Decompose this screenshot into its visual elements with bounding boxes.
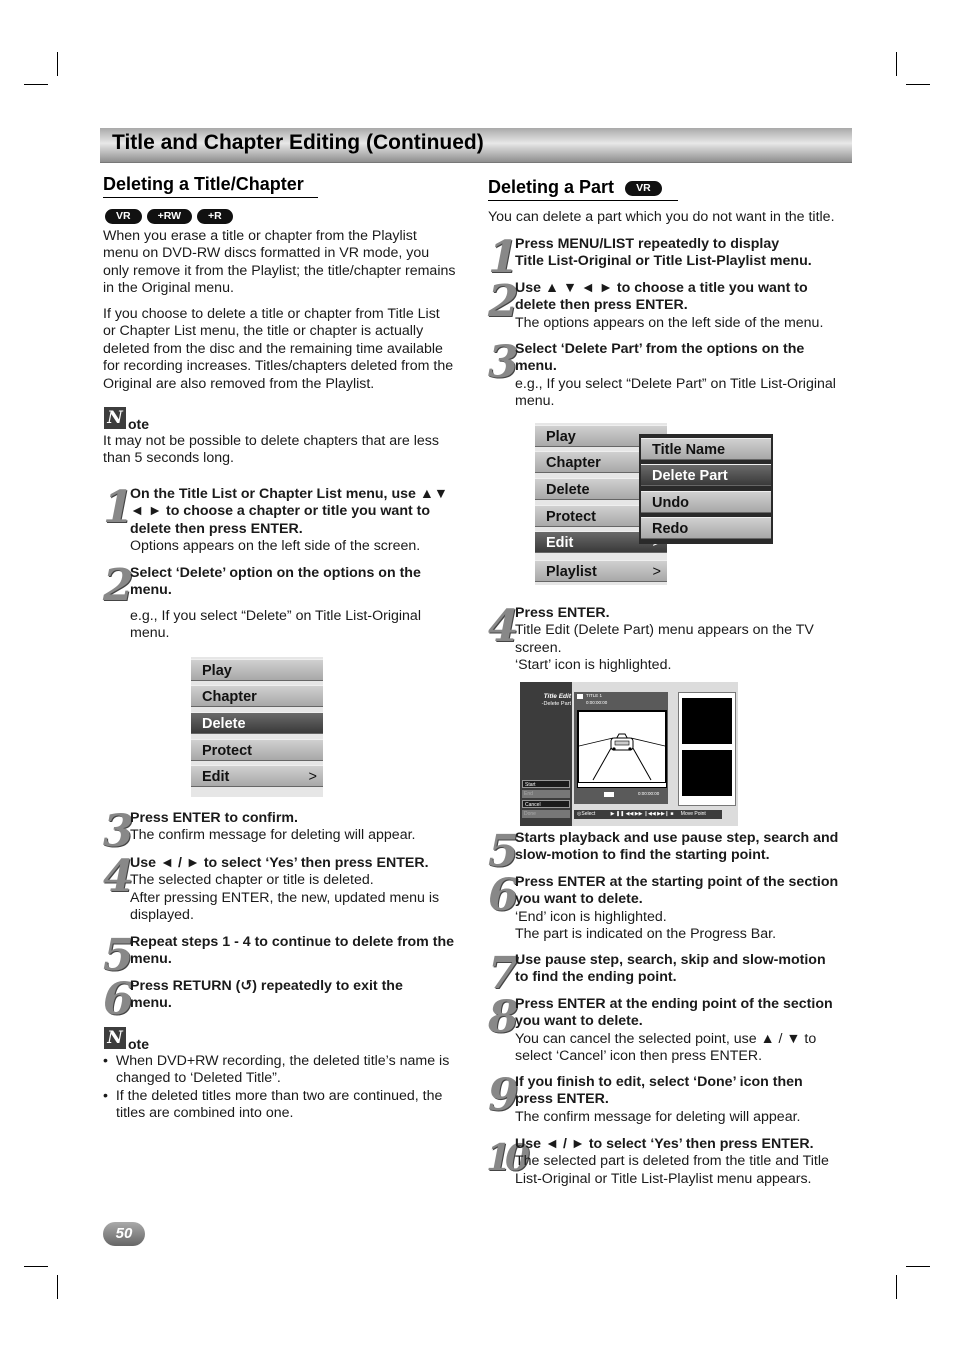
right-step-9: [515, 1074, 803, 1126]
step-text: ‘End’ icon is highlighted.: [515, 908, 667, 925]
menu-item-protect[interactable]: Protect: [535, 505, 667, 527]
step-bold: Starts playback and use pause step, search and: [515, 830, 839, 846]
note-bullet-2: [103, 1088, 442, 1123]
text-line: menu.: [130, 625, 170, 642]
step-bold: On the Title List or Chapter List menu, use ▲▼: [130, 486, 448, 502]
badge-vr: VR: [625, 181, 662, 196]
step-number: 3: [488, 337, 515, 388]
menu-item-playlist[interactable]: [535, 560, 667, 582]
step-bold: Press MENU/LIST repeatedly to display: [515, 236, 780, 252]
thumbnail-end: [682, 750, 732, 796]
screen-preview-frame: [574, 692, 668, 804]
menu-item-delete[interactable]: Delete: [191, 712, 323, 734]
right-step-10: [515, 1136, 829, 1188]
step-bold: delete then press ENTER.: [130, 520, 303, 537]
step-number: 2: [103, 560, 130, 611]
crop-mark: [896, 52, 897, 76]
left-step-3: [130, 810, 415, 845]
page-title: Title and Chapter Editing (Continued): [112, 131, 484, 154]
text-line: than 5 seconds long.: [103, 450, 234, 467]
left-step-4: [130, 855, 439, 925]
text-line: If the deleted titles more than two are continued, the: [115, 1088, 443, 1104]
step-text: Options appears on the left side of the screen.: [130, 538, 421, 555]
step-text: screen.: [515, 639, 562, 656]
bullet-dot: •: [103, 1053, 116, 1069]
submenu-item-title-name[interactable]: Title Name: [641, 438, 771, 460]
step-bold: ◄ ► to choose a chapter or title you want to: [130, 503, 431, 520]
menu-item-label: Playlist: [546, 564, 597, 580]
menu-item-label: Edit: [202, 769, 230, 785]
menu-item-label: Edit: [546, 535, 574, 551]
text-line: When you erase a title or chapter from the Playlist: [103, 228, 417, 244]
options-menu-delete: [191, 657, 323, 797]
left-step-1: [130, 486, 448, 556]
crop-mark: [896, 1275, 897, 1299]
right-step-1: [515, 236, 812, 271]
step-bold: to find the ending point.: [515, 969, 677, 986]
screen-sidebar: [520, 682, 572, 826]
menu-item-play[interactable]: Play: [191, 659, 323, 681]
menu-item-chapter[interactable]: Chapter: [191, 685, 323, 707]
footer-select: Select: [581, 811, 596, 817]
select-icon: ◎: [577, 811, 582, 817]
step-number: 4: [103, 851, 130, 902]
title-icon: [577, 694, 583, 699]
screen-title-label: TITLE 1: [586, 693, 603, 698]
step-number: 5: [103, 930, 130, 981]
note-text: [103, 433, 439, 468]
step-number: 4: [488, 601, 515, 652]
step-number: 6: [103, 974, 130, 1025]
left-step-2: [130, 565, 421, 600]
car-picture: [579, 712, 665, 782]
step-number: 8: [488, 992, 515, 1043]
menu-item-chapter[interactable]: Chapter: [535, 451, 667, 473]
step-text: The confirm message for deleting will appear.: [130, 827, 416, 844]
step-text: The selected part is deleted from the title and Title: [515, 1153, 829, 1170]
step-bold: Press RETURN (↺) repeatedly to exit the: [130, 978, 403, 994]
step-bold: you want to delete.: [515, 1013, 643, 1030]
step-number: 5: [488, 826, 515, 877]
chevron-right-icon: >: [652, 564, 661, 580]
text-line: only remove it from the Playlist; the title/chapter remains: [103, 262, 456, 279]
format-badges: [105, 206, 238, 224]
text-line: deleted from the disc and the remaining time available: [103, 340, 443, 357]
bullet-dot: •: [103, 1088, 116, 1104]
step-bold: slow-motion to find the starting point.: [515, 847, 770, 864]
crop-mark: [57, 52, 58, 76]
note-label: ote: [128, 416, 149, 432]
text-line: in the Original menu.: [103, 280, 234, 297]
step-number: 9: [488, 1070, 515, 1121]
right-step-3: [515, 341, 836, 411]
step-bold: Select ‘Delete Part’ from the options on the: [515, 341, 805, 357]
crop-mark: [24, 84, 48, 85]
left-intro-1: [103, 228, 455, 298]
video-preview: [577, 710, 667, 784]
step-text: The part is indicated on the Progress Bar.: [515, 926, 777, 943]
right-step-4: [515, 605, 814, 675]
step-number: 7: [488, 948, 515, 999]
step-bold: Use ◄ / ► to select ‘Yes’ then press ENTER.: [130, 855, 429, 871]
screen-option-cancel[interactable]: Cancel: [522, 800, 570, 808]
right-step-7: [515, 952, 826, 987]
left-intro-2: [103, 306, 453, 393]
step-number: 1: [488, 232, 515, 283]
note-icon: N: [104, 1027, 126, 1049]
screen-title: Title Edit: [543, 693, 571, 700]
thumbnail-start: [682, 698, 732, 744]
text-line: It may not be possible to delete chapters that are less: [103, 433, 439, 449]
right-step-8: [515, 996, 833, 1066]
step-bold: Press ENTER at the starting point of the section: [515, 874, 839, 890]
text-line: menu on DVD-RW discs formatted in VR mode, you: [103, 245, 430, 262]
badge-plus-r: +R: [197, 209, 233, 224]
step-bold: Use ◄ / ► to select ‘Yes’ then press ENTER.: [515, 1136, 814, 1152]
step-number: 1: [103, 482, 130, 533]
step-bold: press ENTER.: [515, 1091, 609, 1108]
step-bold: Repeat steps 1 - 4 to continue to delete from the: [130, 934, 454, 950]
step-number: 10: [486, 1137, 525, 1179]
screen-option-end[interactable]: End: [522, 790, 570, 798]
text-line: or Chapter List menu, the title or chapter is actually: [103, 323, 424, 340]
playback-controls-icon: ▶ ❚❚ ◀◀ ▶▶ ❙◀◀ ▶▶❙ ■: [610, 811, 674, 817]
thumbnail-panel: [678, 692, 736, 806]
screen-time-2: 0:00:00:00: [638, 791, 660, 796]
step-text: You can cancel the selected point, use ▲ / ▼ to: [515, 1030, 817, 1047]
left-example: [130, 608, 421, 643]
submenu-item-delete-part[interactable]: Delete Part: [641, 464, 771, 486]
page-number: 50: [103, 1222, 145, 1246]
section-heading-delete-title: Deleting a Title/Chapter: [103, 174, 318, 198]
step-text: The confirm message for deleting will appear.: [515, 1108, 801, 1125]
step-number: 6: [488, 870, 515, 921]
step-bold: If you finish to edit, select ‘Done’ icon then: [515, 1074, 803, 1090]
step-bold: you want to delete.: [515, 891, 643, 908]
step-text: menu.: [515, 393, 555, 410]
note-bullet-1: [103, 1053, 449, 1088]
right-step-6: [515, 874, 838, 944]
step-text: ‘Start’ icon is highlighted.: [515, 657, 672, 674]
menu-item-play[interactable]: Play: [535, 425, 667, 447]
step-bold: menu.: [130, 995, 172, 1012]
step-bold: Press ENTER at the ending point of the section: [515, 996, 833, 1012]
step-text: The options appears on the left side of the menu.: [515, 314, 824, 331]
screen-time: 0:00:00:00: [586, 700, 608, 705]
screen-option-start[interactable]: Start: [522, 780, 570, 788]
step-bold: Select ‘Delete’ option on the options on the: [130, 565, 421, 581]
step-bold: Use pause step, search, skip and slow-motion: [515, 952, 826, 968]
text-line: for recording increases. Titles/chapters deleted from the: [103, 358, 454, 375]
step-number: 2: [488, 276, 515, 327]
note-label: ote: [128, 1036, 149, 1052]
right-step-5: [515, 830, 838, 865]
screen-option-done[interactable]: Done: [522, 810, 570, 818]
note-icon: N: [104, 407, 126, 429]
left-step-5: [130, 934, 454, 969]
menu-item-delete[interactable]: Delete: [535, 478, 667, 500]
right-step-2: [515, 280, 823, 332]
progress-bar: [577, 782, 667, 788]
submenu-item-undo[interactable]: Undo: [641, 491, 771, 513]
text-line: Original are also removed from the Playlist.: [103, 375, 375, 392]
crop-mark: [57, 1275, 58, 1299]
crop-mark: [906, 84, 930, 85]
screen-footer: [574, 810, 722, 819]
step-text: e.g., If you select “Delete Part” on Title List-Original: [515, 375, 836, 392]
edit-submenu: [639, 434, 773, 544]
step-text: Title Edit (Delete Part) menu appears on the TV: [515, 622, 814, 639]
step-bold: Press ENTER to confirm.: [130, 810, 298, 826]
menu-item-edit[interactable]: [191, 765, 323, 787]
step-bold: menu.: [130, 582, 172, 599]
step-bold: menu.: [130, 951, 172, 968]
screen-subtitle: -Delete Part: [541, 701, 571, 707]
step-number: 3: [103, 806, 130, 857]
crop-mark: [906, 1266, 930, 1267]
crop-mark: [24, 1266, 48, 1267]
chevron-right-icon: >: [308, 769, 317, 785]
step-bold: Use ▲ ▼ ◄ ► to choose a title you want to: [515, 280, 808, 296]
step-text: displayed.: [130, 907, 194, 924]
page-title-banner: [100, 128, 852, 163]
text-line: When DVD+RW recording, the deleted title’s name is: [115, 1053, 450, 1069]
menu-item-protect[interactable]: Protect: [191, 739, 323, 761]
footer-move-point: Move Point: [680, 811, 706, 817]
text-line: titles are combined into one.: [116, 1105, 294, 1122]
step-text: After pressing ENTER, the new, updated menu is: [130, 889, 440, 906]
text-line: If you choose to delete a title or chapter from Title List: [103, 306, 440, 322]
step-text: select ‘Cancel’ icon then press ENTER.: [515, 1048, 763, 1065]
section-heading-delete-part: [488, 177, 678, 201]
left-step-6: [130, 978, 403, 1013]
step-bold: Title List-Original or Title List-Playlist menu.: [515, 253, 812, 270]
text-line: changed to ‘Deleted Title”.: [116, 1070, 281, 1087]
text-line: e.g., If you select “Delete” on Title List-Original: [130, 608, 421, 624]
step-bold: Press ENTER.: [515, 605, 610, 621]
right-intro: You can delete a part which you do not want in the title.: [488, 209, 835, 225]
step-text: The selected chapter or title is deleted.: [130, 872, 374, 889]
submenu-item-redo[interactable]: Redo: [641, 517, 771, 539]
title-edit-screen: [520, 682, 738, 826]
pause-icon: [604, 792, 614, 797]
step-text: List-Original or Title List-Playlist menu appears.: [515, 1170, 812, 1187]
step-bold: menu.: [515, 358, 557, 375]
step-bold: delete then press ENTER.: [515, 297, 688, 314]
badge-plus-rw: +RW: [147, 209, 192, 224]
heading-text: Deleting a Part: [488, 177, 615, 197]
badge-vr: VR: [105, 209, 142, 224]
